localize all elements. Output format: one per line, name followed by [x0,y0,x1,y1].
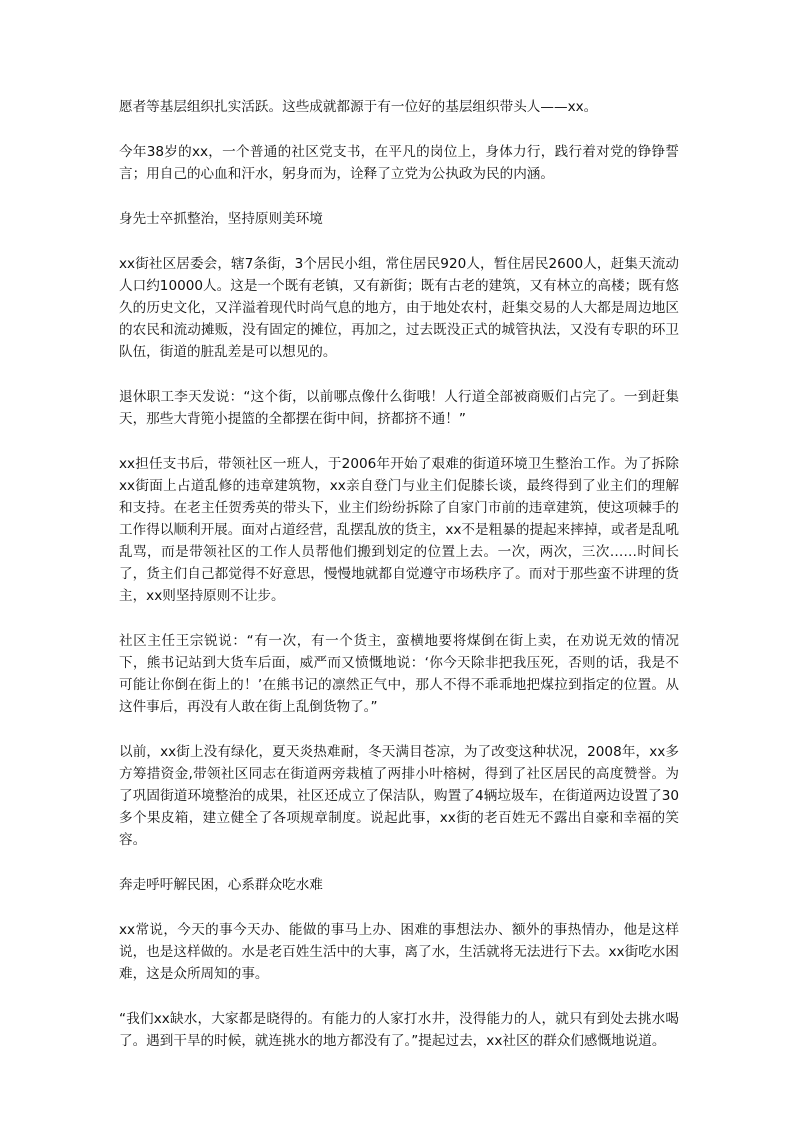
section-heading-environment: 身先士卒抓整治，坚持原则美环境 [119,211,323,227]
paragraph-water-problem: xx常说，今天的事今天办、能做的事马上办、困难的事想法办、额外的事热情办，他是这样说，也是这样做的。水是老百姓生活中的大事，离了水，生活就将无法进行下去。xx街吃水困难，这是众所周知的事。 [119,922,679,982]
paragraph-community-overview: xx街社区居委会，辖7条街，3个居民小组，常住居民920人，暂住居民2600人，赶集天流动人口约10000人。这是一个既有老镇，又有新街；既有古老的建筑，又有林立的高楼；既有悠久的历史文化，又洋溢着现代时尚气息的地方，由于地处农村，赶集交易的人大都是周边地区的农民和流动摊贩，没有固定的摊位，再加之，过去既没正式的城管执法，又没有专职的环卫队伍，街道的脏乱差是可以想见的。 [119,256,679,360]
paragraph-greening: 以前，xx街上没有绿化，夏天炎热难耐，冬天满目苍凉，为了改变这种状况，2008年，xx多方筹措资金,带领社区同志在街道两旁栽植了两排小叶榕树，得到了社区居民的高度赞誉。为了巩固街道环境整治的成果，社区还成立了保洁队，购置了4辆垃圾车，在街道两边设置了30多个果皮箱，建立健全了各项规章制度。说起此事，xx街的老百姓无不露出自豪和幸福的笑容。 [119,744,679,848]
document-body [119,96,679,1075]
paragraph-street-rectification: xx担任支书后，带领社区一班人，于2006年开始了艰难的街道环境卫生整治工作。为了拆除xx街面上占道乱修的违章建筑物，xx亲自登门与业主们促膝长谈，最终得到了业主们的理解和支持。在老主任贺秀英的带头下，业主们纷纷拆除了自家门市前的违章建筑，使这项棘手的工作得以顺利开展。面对占道经营，乱摆乱放的货主，xx不是粗暴的提起来摔掉，或者是乱吼乱骂，而是带领社区的工作人员帮他们搬到划定的位置上去。一次，两次，三次……时间长了，货主们自己都觉得不好意思，慢慢地就都自觉遵守市场秩序了。而对于那些蛮不讲理的货主，xx则坚持原则不让步。 [119,456,679,604]
paragraph-quote-wang-zongrui: 社区主任王宗锐说：“有一次，有一个货主，蛮横地要将煤倒在街上卖，在劝说无效的情况下，熊书记站到大货车后面，威严而又愤慨地说：‘你今天除非把我压死，否则的话，我是不可能让你倒在街上的！’在熊书记的凛然正气中，那人不得不乖乖地把煤拉到指定的位置。从这件事后，再没有人敢在街上乱倒货物了。” [119,633,679,715]
paragraph-profile: 今年38岁的xx，一个普通的社区党支书，在平凡的岗位上，身体力行，践行着对党的铮铮誓言；用自己的心血和汗水，躬身而为，诠释了立党为公执政为民的内涵。 [119,144,679,182]
paragraph-quote-li-tianfa: 退休职工李天发说：“这个街，以前哪点像什么街哦！人行道全部被商贩们占完了。一到赶集天，那些大背篼小提篮的全都摆在街中间，挤都挤不通！” [119,389,679,427]
paragraph-intro-tail: 愿者等基层组织扎实活跃。这些成就都源于有一位好的基层组织带头人——xx。 [119,99,598,115]
section-heading-water: 奔走呼吁解民困，心系群众吃水难 [119,877,323,893]
paragraph-quote-residents: “我们xx缺水，大家都是晓得的。有能力的人家打水井，没得能力的人，就只有到处去挑水喝了。遇到干旱的时候，就连挑水的地方都没有了。”提起过去，xx社区的群众们感慨地说道。 [119,1011,679,1049]
